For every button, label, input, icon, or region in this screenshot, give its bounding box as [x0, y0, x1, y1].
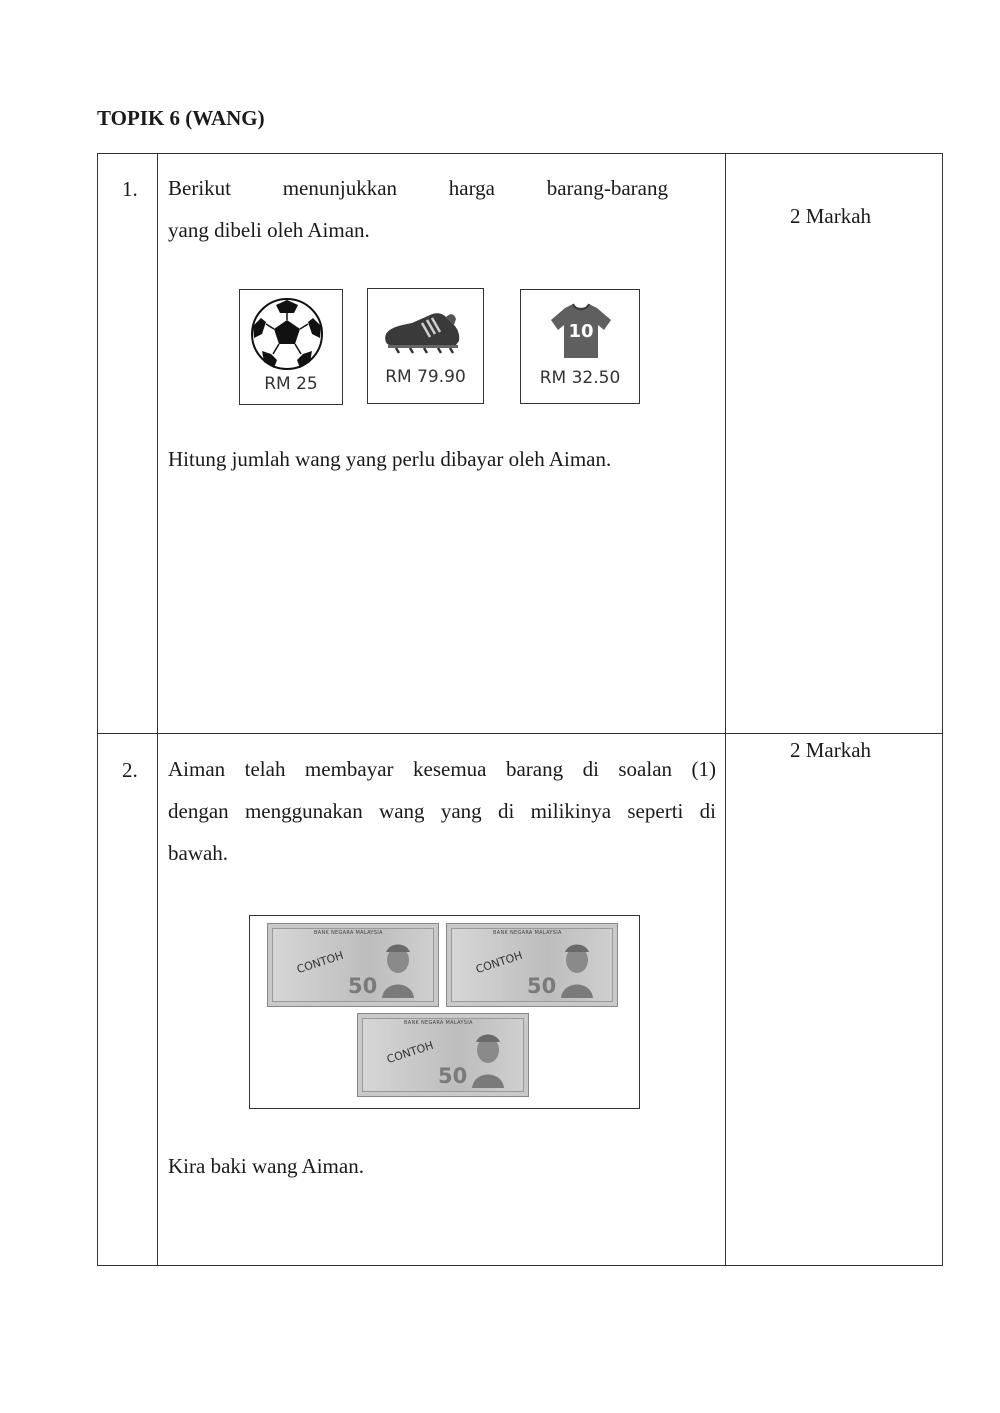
banknote-figure [249, 915, 640, 1109]
question-table [97, 153, 943, 1266]
question-1-instruction: Hitung jumlah wang yang perlu dibayar oleh Aiman. [168, 447, 612, 471]
soccer-ball-icon [240, 296, 344, 376]
banknote-rm50: BANK NEGARA MALAYSIA CONTOH 50 [357, 1013, 529, 1097]
svg-text:10: 10 [568, 321, 594, 342]
page-title: TOPIK 6 (WANG) [97, 106, 265, 130]
item-card-jersey [520, 289, 640, 404]
item-price: RM 25 [264, 374, 318, 394]
portrait-icon [468, 1028, 508, 1088]
portrait-icon [557, 938, 597, 998]
question-2-marks: 2 Markah [790, 738, 872, 762]
portrait-icon [378, 938, 418, 998]
question-1-text: Berikut menunjukkan harga barang-barang yang dibeli oleh Aiman. [168, 176, 668, 242]
question-1-marks: 2 Markah [790, 204, 872, 228]
item-price: RM 79.90 [385, 367, 466, 387]
football-boot-icon [368, 289, 485, 369]
question-2-number: 2. [122, 758, 138, 782]
item-card-soccer-ball [239, 289, 343, 405]
banknote-rm50: BANK NEGARA MALAYSIA CONTOH 50 [446, 923, 618, 1007]
column-divider [725, 154, 726, 1265]
banknote-rm50: BANK NEGARA MALAYSIA CONTOH 50 [267, 923, 439, 1007]
item-card-football-boot [367, 288, 484, 404]
question-2-instruction: Kira baki wang Aiman. [168, 1154, 364, 1178]
row-divider [98, 733, 942, 734]
jersey-icon [521, 290, 641, 370]
column-divider [157, 154, 158, 1265]
item-price: RM 32.50 [539, 368, 621, 388]
question-2-text: Aiman telah membayar kesemua barang di soalan (1) dengan menggunakan wang yang di milikinya seperti di bawah. [168, 757, 716, 865]
question-1-number: 1. [122, 177, 138, 201]
